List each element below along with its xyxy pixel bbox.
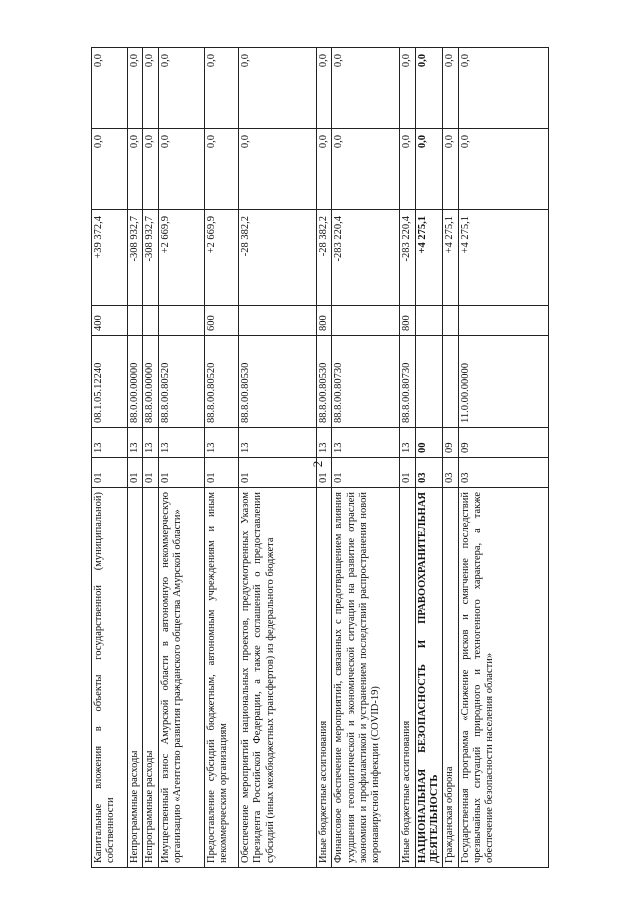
row-amount-change: -28 382,2 [238,210,316,306]
row-amount-year3: 0,0 [204,48,238,129]
row-expense-type [158,306,204,336]
row-razdel: 03 [443,458,458,488]
row-amount-year2: 0,0 [400,129,415,210]
row-target-article: 88.8.00.00000 [143,336,158,428]
row-razdel: 01 [128,458,143,488]
row-name: Имущественный взнос Амурской области в автономную некоммерческую организацию «Агентство развития гражданского общества Амурской области» [158,488,204,868]
row-podrazdel: 13 [204,428,238,458]
row-amount-year3: 0,0 [400,48,415,129]
table-row [443,48,458,868]
row-expense-type [443,306,458,336]
table-row [143,48,158,868]
row-expense-type [458,306,548,336]
row-amount-year2: 0,0 [143,129,158,210]
row-podrazdel: 09 [443,428,458,458]
row-razdel: 01 [316,458,331,488]
row-podrazdel: 13 [92,428,128,458]
row-name: Предоставление субсидий бюджетным, автономным учреждениям и иным некоммерческим организациям [204,488,238,868]
table-row [458,48,548,868]
table-row [316,48,331,868]
row-razdel: 01 [238,458,316,488]
row-name: Непрограммные расходы [143,488,158,868]
row-razdel: 01 [158,458,204,488]
row-amount-year3: 0,0 [238,48,316,129]
row-expense-type: 800 [400,306,415,336]
row-podrazdel: 13 [332,428,400,458]
row-razdel: 03 [458,458,548,488]
row-target-article: 88.0.00.00000 [128,336,143,428]
row-amount-year3: 0,0 [128,48,143,129]
row-razdel: 01 [400,458,415,488]
row-amount-change: +4 275,1 [458,210,548,306]
row-amount-year2: 0,0 [443,129,458,210]
row-amount-year2: 0,0 [415,129,443,210]
row-podrazdel: 00 [415,428,443,458]
row-name: Иные бюджетные ассигнования [400,488,415,868]
row-expense-type [332,306,400,336]
row-expense-type [128,306,143,336]
row-razdel: 01 [92,458,128,488]
row-target-article: 88.8.00.80530 [238,336,316,428]
row-razdel: 03 [415,458,443,488]
row-amount-change: -308 932,7 [143,210,158,306]
row-amount-year3: 0,0 [458,48,548,129]
row-amount-year2: 0,0 [458,129,548,210]
row-amount-change: +2 669,9 [204,210,238,306]
row-podrazdel: 13 [400,428,415,458]
table-row [158,48,204,868]
row-target-article: 88.8.00.80730 [332,336,400,428]
table-row [400,48,415,868]
row-amount-year3: 0,0 [415,48,443,129]
row-target-article: 08.1.05.12240 [92,336,128,428]
row-expense-type [238,306,316,336]
row-amount-year2: 0,0 [158,129,204,210]
row-podrazdel: 13 [238,428,316,458]
row-amount-year2: 0,0 [238,129,316,210]
row-amount-year3: 0,0 [316,48,331,129]
row-target-article: 88.8.00.80530 [316,336,331,428]
row-expense-type [415,306,443,336]
row-amount-year3: 0,0 [332,48,400,129]
row-amount-year2: 0,0 [204,129,238,210]
row-expense-type: 400 [92,306,128,336]
row-target-article: 88.8.00.80520 [158,336,204,428]
budget-table [91,47,549,868]
row-amount-change: +39 372,4 [92,210,128,306]
row-amount-year3: 0,0 [143,48,158,129]
row-amount-year2: 0,0 [316,129,331,210]
row-amount-change: +4 275,1 [443,210,458,306]
table-row [238,48,316,868]
row-amount-change: -308 932,7 [128,210,143,306]
table-row [92,48,128,868]
row-amount-change: -28 382,2 [316,210,331,306]
row-podrazdel: 13 [316,428,331,458]
row-amount-change: -283 220,4 [332,210,400,306]
row-name: НАЦИОНАЛЬНАЯ БЕЗОПАСНОСТЬ И ПРАВООХРАНИТЕЛЬНАЯ ДЕЯТЕЛЬНОСТЬ [415,488,443,868]
row-name: Капитальные вложения в объекты государственной (муниципальной) собственности [92,488,128,868]
row-target-article: 88.8.00.80730 [400,336,415,428]
row-target-article [415,336,443,428]
row-amount-year2: 0,0 [128,129,143,210]
row-name: Финансовое обеспечение мероприятий, связанных с предотвращением влияния ухудшения геополитической и экономической ситуации на развитие отраслей экономики и профилактикой и устранением последствий распространения новой коронавирусной инфекции (COVID-19) [332,488,400,868]
row-target-article [443,336,458,428]
row-amount-change: -283 220,4 [400,210,415,306]
row-amount-year2: 0,0 [332,129,400,210]
page-number: 2 [310,460,325,468]
row-podrazdel: 13 [143,428,158,458]
row-expense-type: 600 [204,306,238,336]
table-row [204,48,238,868]
row-expense-type [143,306,158,336]
row-podrazdel: 13 [158,428,204,458]
row-amount-year3: 0,0 [443,48,458,129]
table-row [332,48,400,868]
row-razdel: 01 [143,458,158,488]
row-amount-change: +2 669,9 [158,210,204,306]
rotated-page-content [91,48,549,868]
row-name: Государственная программа «Снижение рисков и смягчение последствий чрезвычайных ситуаций природного и техногенного характера, а также обеспечение безопасности населения области» [458,488,548,868]
row-amount-year2: 0,0 [92,129,128,210]
row-name: Иные бюджетные ассигнования [316,488,331,868]
row-razdel: 01 [332,458,400,488]
row-amount-year3: 0,0 [158,48,204,129]
row-razdel: 01 [204,458,238,488]
row-amount-year3: 0,0 [92,48,128,129]
row-name: Непрограммные расходы [128,488,143,868]
row-name: Гражданская оборона [443,488,458,868]
row-name: Обеспечение мероприятий национальных проектов, предусмотренных Указом Президента Российской Федерации, а также соглашений о предоставлении субсидий (иных межбюджетных трансфертов) из федерального бюджета [238,488,316,868]
row-amount-change: +4 275,1 [415,210,443,306]
row-podrazdel: 13 [128,428,143,458]
row-podrazdel: 09 [458,428,548,458]
table-row [415,48,443,868]
table-row [128,48,143,868]
row-target-article: 88.8.00.80520 [204,336,238,428]
row-target-article: 11.0.00.00000 [458,336,548,428]
row-expense-type: 800 [316,306,331,336]
